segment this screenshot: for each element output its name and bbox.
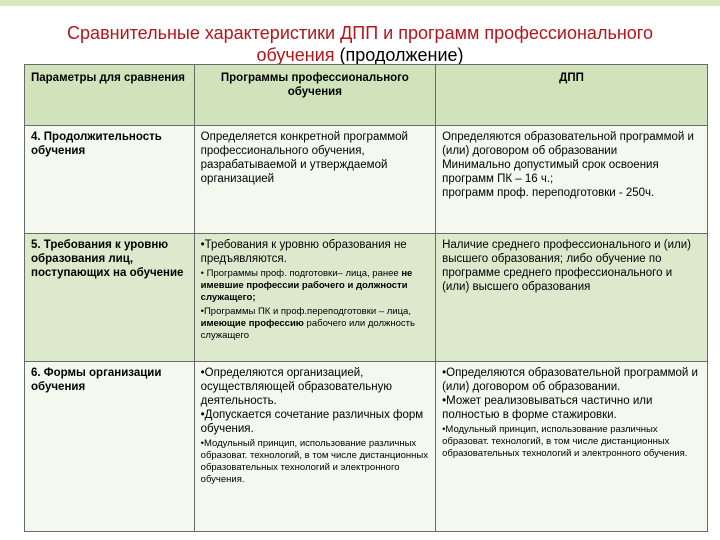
header-parameters: Параметры для сравнения bbox=[25, 65, 195, 126]
table-row bbox=[25, 362, 708, 532]
header-programs: Программы профессионального обучения bbox=[194, 65, 435, 126]
table-header-row bbox=[25, 65, 708, 126]
comparison-table bbox=[24, 64, 708, 532]
row-4-dpp-line-1: Определяются образовательной программой и (или) договором об образовании bbox=[442, 131, 694, 157]
row-5-programs-note-1 bbox=[201, 268, 429, 304]
row-4-dpp bbox=[436, 126, 708, 234]
slide-title bbox=[20, 22, 700, 66]
row-4-dpp-line-2: Минимально допустимый срок освоения программ ПК – 16 ч.; bbox=[442, 159, 659, 185]
header-dpp: ДПП bbox=[436, 65, 708, 126]
row-6-dpp-note: •Модульный принцип, использование различных образоват. технологий, в том числе дистанционных образовательных технологий и электронного обучения. bbox=[442, 424, 688, 459]
row-5-note-2-text: •Программы ПК и проф.переподготовки – лица, bbox=[200, 306, 411, 317]
title-line-2-plain: (продолжение) bbox=[339, 45, 464, 65]
table-row bbox=[25, 234, 708, 362]
title-line-2-colored: обучения bbox=[256, 45, 335, 65]
row-6-dpp-main-2: •Может реализовываться частично или полностью в форме стажировки. bbox=[442, 395, 653, 421]
table-row bbox=[25, 126, 708, 234]
row-6-programs-main-1: •Определяются организацией, осуществляющей образовательную деятельность. bbox=[200, 367, 392, 407]
row-5-programs-main: •Требования к уровню образования не предъявляются. bbox=[200, 239, 407, 265]
slide-top-decoration bbox=[0, 0, 720, 6]
row-5-note-2-tail: рабочего или должность служащего bbox=[200, 318, 415, 341]
row-6-programs-note: •Модульный принцип, использование различных образоват. технологий, в том числе дистанционных образовательных технологий и электронного обучения. bbox=[200, 438, 428, 485]
row-6-dpp-main-1: •Определяются образовательной программой и (или) договором об образовании. bbox=[442, 367, 698, 393]
title-line-1: Сравнительные характеристики ДПП и программ профессионального bbox=[67, 23, 653, 43]
row-6-param: 6. Формы организации обучения bbox=[25, 362, 195, 532]
row-5-param: 5. Требования к уровню образования лиц, поступающих на обучение bbox=[25, 234, 195, 362]
row-4-programs: Определяется конкретной программой профессионального обучения, разрабатываемой и утверждаемой организацией bbox=[194, 126, 435, 234]
row-6-dpp bbox=[436, 362, 708, 532]
row-5-programs bbox=[194, 234, 435, 362]
row-6-programs bbox=[194, 362, 435, 532]
row-4-dpp-line-3: программ проф. переподготовки - 250ч. bbox=[442, 187, 655, 199]
row-5-programs-note-2 bbox=[201, 306, 429, 342]
row-5-note-1-text: • Программы проф. подготовки– лица, ранее bbox=[200, 268, 402, 279]
title-line-2 bbox=[20, 44, 700, 66]
row-6-programs-main-2: •Допускается сочетание различных форм обучения. bbox=[200, 409, 424, 435]
row-5-note-1-bold: не имевшие профессии рабочего и должности служащего; bbox=[200, 268, 413, 303]
row-5-dpp: Наличие среднего профессионального и (или) высшего образования; либо обучение по программе среднего профессионального и (или) высшего образования bbox=[436, 234, 708, 362]
row-4-param: 4. Продолжительность обучения bbox=[25, 126, 195, 234]
row-5-note-2-bold: имеющие профессию bbox=[200, 318, 304, 329]
